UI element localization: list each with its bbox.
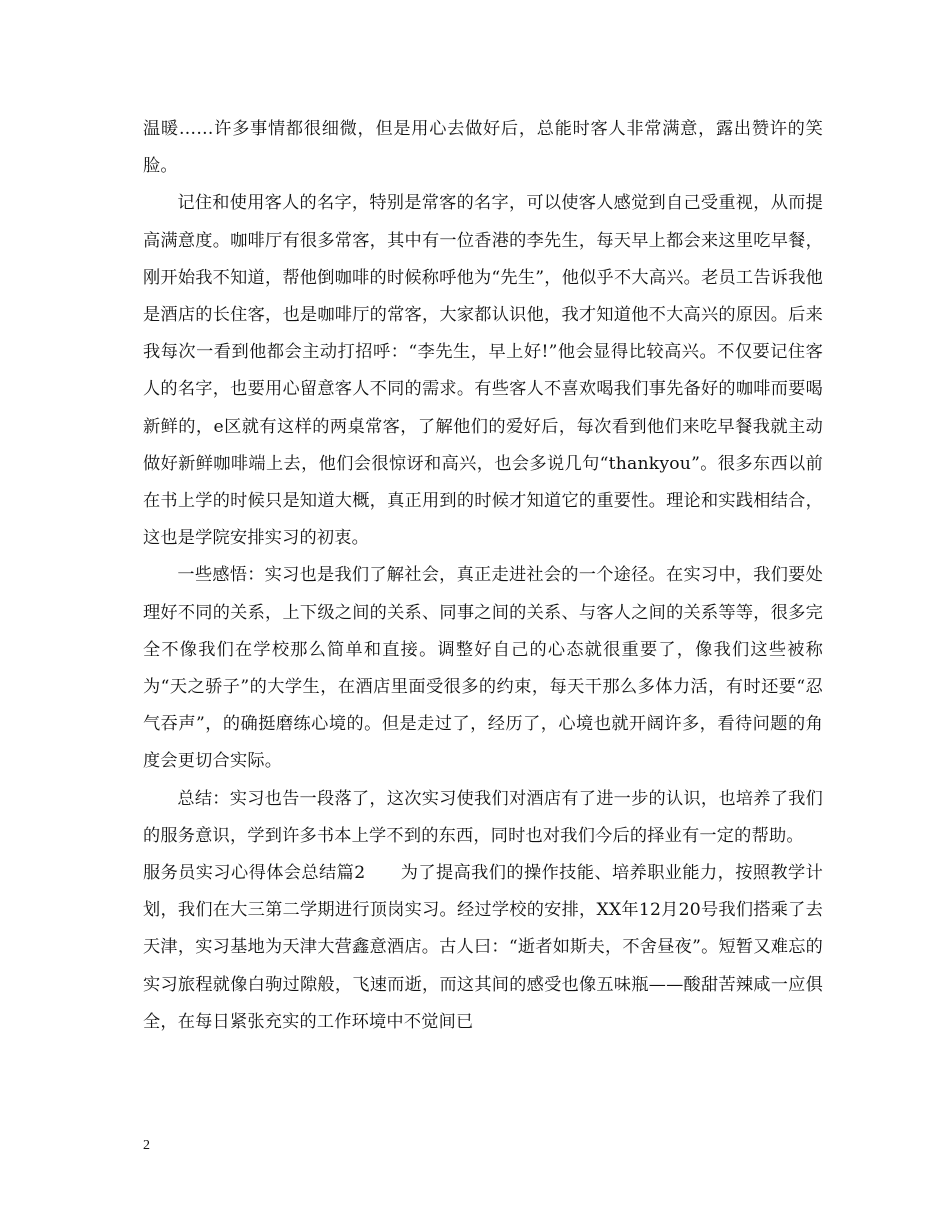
paragraph-summary: 总结：实习也告一段落了，这次实习使我们对酒店有了进一步的认识，也培养了我们的服务意识，学到许多书本上学不到的东西，同时也对我们今后的择业有一定的帮助。	[143, 788, 823, 846]
paragraph-continuation: 温暖……许多事情都很细微，但是用心去做好后，总能时客人非常满意，露出赞许的笑脸。	[143, 119, 823, 177]
page-number: 2	[143, 1138, 150, 1153]
paragraph-reflections: 一些感悟：实习也是我们了解社会，真正走进社会的一个途径。在实习中，我们要处理好不同的关系，上下级之间的关系、同事之间的关系、与客人之间的关系等等，很多完全不像我们在学校那么简单和直接。调整好自己的心态就很重要了，像我们这些被称为“天之骄子”的大学生，在酒店里面受很多的约束，每天干那么多体力活，有时还要“忍气吞声”，的确挺磨练心境的。但是走过了，经历了，心境也就开阔许多，看待问题的角度会更切合实际。	[143, 565, 823, 772]
paragraph-customer-names: 记住和使用客人的名字，特别是常客的名字，可以使客人感觉到自己受重视，从而提高满意度。咖啡厅有很多常客，其中有一位香港的李先生，每天早上都会来这里吃早餐，刚开始我不知道，帮他倒咖啡的时候称呼他为“先生”，他似乎不大高兴。老员工告诉我他是酒店的长住客，也是咖啡厅的常客，大家都认识他，我才知道他不大高兴的原因。后来我每次一看到他都会主动打招呼：“李先生，早上好!”他会显得比较高兴。不仅要记住客人的名字，也要用心留意客人不同的需求。有些客人不喜欢喝我们事先备好的咖啡而要喝新鲜的，e区就有这样的两桌常客，了解他们的爱好后，每次看到他们来吃早餐我就主动做好新鲜咖啡端上去，他们会很惊讶和高兴，也会多说几句“thankyou”。很多东西以前在书上学的时候只是知道大概，真正用到的时候才知道它的重要性。理论和实践相结合，这也是学院安排实习的初衷。	[143, 193, 823, 549]
paragraph-article-2: 服务员实习心得体会总结篇2 为了提高我们的操作技能、培养职业能力，按照教学计划，我们在大三第二学期进行顶岗实习。经过学校的安排，XX年12月20号我们搭乘了去天津，实习基地为天津大营鑫意酒店。古人曰：“逝者如斯夫，不舍昼夜”。短暂又难忘的实习旅程就像白驹过隙般，飞速而逝，而这其间的感受也像五味瓶——酸甜苦辣咸一应俱全，在每日紧张充实的工作环境中不觉间已	[143, 863, 823, 1032]
document-body	[143, 111, 823, 1041]
